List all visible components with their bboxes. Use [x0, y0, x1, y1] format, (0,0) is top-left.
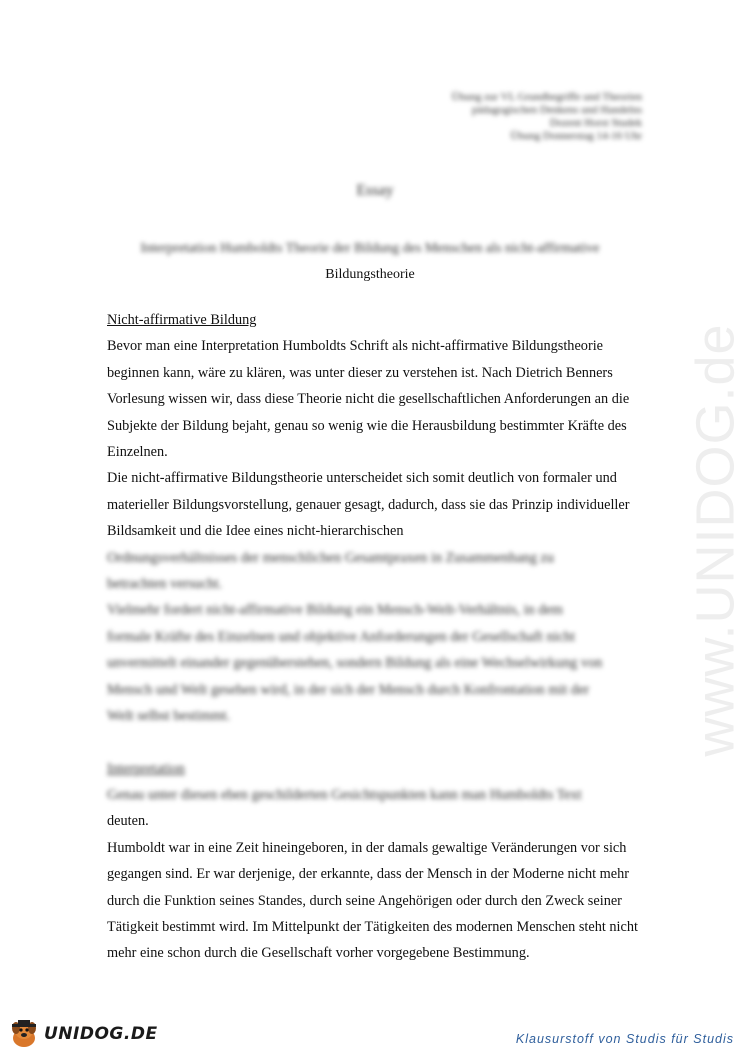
- dog-icon: [8, 1018, 40, 1050]
- blurred-line: Mensch und Welt gesehen wird, in der sich der Mensch durch Konfrontation mit der: [107, 681, 590, 698]
- watermark: [686, 323, 746, 757]
- document-body: [107, 307, 652, 967]
- blurred-line: unvermittelt einander gegenüberstehen, sondern Bildung als eine Wechselwirkung von: [107, 655, 603, 672]
- subtitle-line-1: Interpretation Humboldts Theorie der Bildung des Menschen als nicht-affirmative: [140, 241, 600, 256]
- subtitle-line-2: Bildungstheorie: [325, 267, 415, 282]
- section-heading-interpretation: Interpretation: [107, 760, 185, 777]
- logo-text: UNIDOG.DE: [44, 1024, 158, 1044]
- blurred-line: Genau unter diesen eben geschilderten Gesichtspunkten kann man Humboldts Text: [107, 786, 582, 803]
- section-heading-nicht-affirmative: Nicht-affirmative Bildung: [107, 312, 257, 328]
- document-subtitle: [100, 236, 640, 288]
- paragraph: Die nicht-affirmative Bildungstheorie unterscheidet sich somit deutlich von formaler und materieller Bildungsvorstellung, genauer gesagt, dadurch, dass sie das Prinzip individueller Bildsamkeit und die Idee eines nicht-hierarchischen: [107, 470, 630, 540]
- watermark-text: www.UNIDOG.de: [686, 323, 746, 757]
- header-line: Übung Donnerstag 14-16 Uhr: [510, 130, 642, 142]
- header-line: pädagogischen Denkens und Handelns: [471, 104, 642, 116]
- header-line: Übung zur VL Grundbegriffe und Theorien: [451, 91, 642, 103]
- unidog-logo: [8, 1018, 158, 1050]
- blurred-line: formale Kräfte des Einzelnen und objektive Anforderungen der Gesellschaft nicht: [107, 628, 576, 645]
- footer-tagline: Klausurstoff von Studis für Studis: [515, 1032, 734, 1046]
- document-title: Essay: [356, 182, 394, 199]
- paragraph: Bevor man eine Interpretation Humboldts Schrift als nicht-affirmative Bildungstheorie beginnen kann, wäre zu klären, was unter dieser zu verstehen ist. Nach Dietrich Benners Vorlesung wissen wir, dass diese Theorie nicht die gesellschaftlichen Anforderungen an die Subjekte der Bildung bejaht, genau so wenig wie die Herausbildung bestimmter Kräfte des Einzelnen.: [107, 338, 630, 461]
- paragraph: Humboldt war in eine Zeit hineingeboren, in der damals gewaltige Veränderungen vor sich gegangen sind. Er war derjenige, der erkannte, dass der Mensch in der Moderne nicht mehr durch die Funktion seines Standes, durch seine Angehörigen oder durch den Zweck seiner Tätigkeit bestimmt wird. Im Mittelpunkt der Tätigkeiten des modernen Menschen steht nicht mehr eine schon durch die Gesellschaft vorher vorgegebene Bestimmung.: [107, 839, 638, 962]
- course-header: [451, 91, 642, 143]
- section-gap: [107, 730, 652, 756]
- blurred-line: betrachten versucht.: [107, 576, 223, 593]
- blurred-line: Welt selbst bestimmt.: [107, 708, 231, 725]
- blurred-line: Vielmehr fordert nicht-affirmative Bildung ein Mensch-Welt-Verhältnis, in dem: [107, 602, 563, 619]
- blurred-line: Ordnungsverhältnisses der menschlichen Gesamtpraxen in Zusammenhang zu: [107, 549, 555, 566]
- paragraph: deuten.: [107, 813, 149, 830]
- header-line: Dozent Horst Studek: [549, 117, 642, 129]
